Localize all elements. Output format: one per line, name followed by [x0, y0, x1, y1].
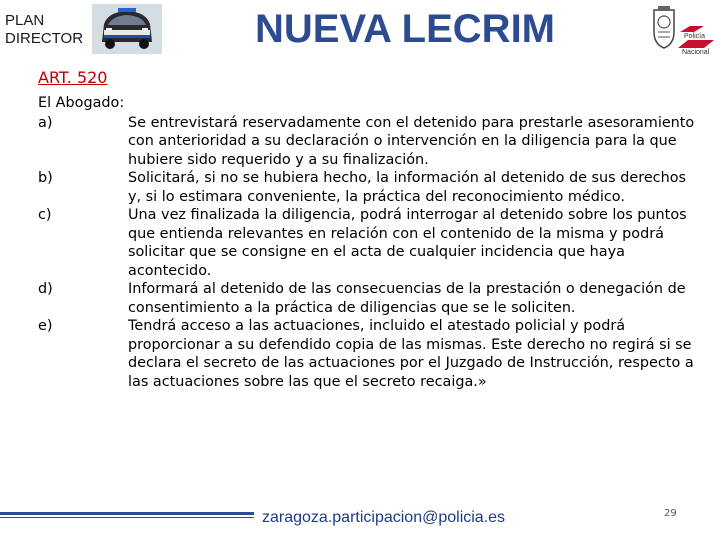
list-item	[38, 280, 708, 317]
article-body	[38, 94, 708, 391]
page-number: 29	[664, 508, 677, 519]
police-car-image	[92, 4, 162, 54]
list-item-text: Se entrevistará reservadamente con el detenido para prestarle asesoramiento con anterioridad a su declaración o intervención en la diligencia para la que hubiere sido requerido y a su finalización.	[128, 114, 695, 168]
article-heading: ART. 520	[38, 68, 108, 87]
list-item-text: Informará al detenido de las consecuencias de la prestación o denegación de consentimiento a la práctica de diligencias que se le soliciten.	[128, 281, 686, 316]
list-item-text: Una vez finalizada la diligencia, podrá interrogar al detenido sobre los puntos que entienda relevantes en relación con el contenido de la misma y podrá solicitar que se consigne en el acta de cualquier incidencia que haya acontecido.	[128, 207, 687, 279]
list-item-label: e)	[38, 318, 53, 334]
contact-email: zaragoza.participacion@policia.es	[262, 509, 506, 526]
footer-divider	[0, 512, 254, 518]
article-intro: El Abogado:	[38, 95, 125, 111]
policia-nacional-emblem	[644, 2, 720, 58]
list-item-label: a)	[38, 114, 53, 131]
list-item	[38, 169, 708, 206]
emblem-text-nacional: Nacional	[682, 49, 710, 56]
list-item-text: Tendrá acceso a las actuaciones, incluido el atestado policial y podrá proporcionar a su defendido copia de las mismas. Este derecho no regirá si se declara el secreto de las actuaciones por el Juzgado de Instrucción, respecto a las actuaciones sobre las que el secreto recaiga.»	[128, 318, 694, 390]
list-item-label: d)	[38, 281, 53, 297]
slide-title: NUEVA LECRIM	[255, 7, 555, 51]
list-item	[38, 317, 708, 391]
list-item	[38, 206, 708, 280]
emblem-text-policia: Policía	[684, 33, 706, 40]
list-item-text: Solicitará, si no se hubiera hecho, la información al detenido de sus derechos y, si lo estimara conveniente, la práctica del reconocimiento médico.	[128, 170, 687, 205]
plan-label-line2: DIRECTOR	[5, 30, 84, 47]
plan-label-line1: PLAN	[5, 12, 45, 29]
list-item-label: b)	[38, 170, 53, 186]
plan-director-label	[5, 12, 83, 48]
list-item-label: c)	[38, 207, 52, 223]
list-item	[38, 114, 708, 170]
slide-header	[0, 0, 720, 62]
